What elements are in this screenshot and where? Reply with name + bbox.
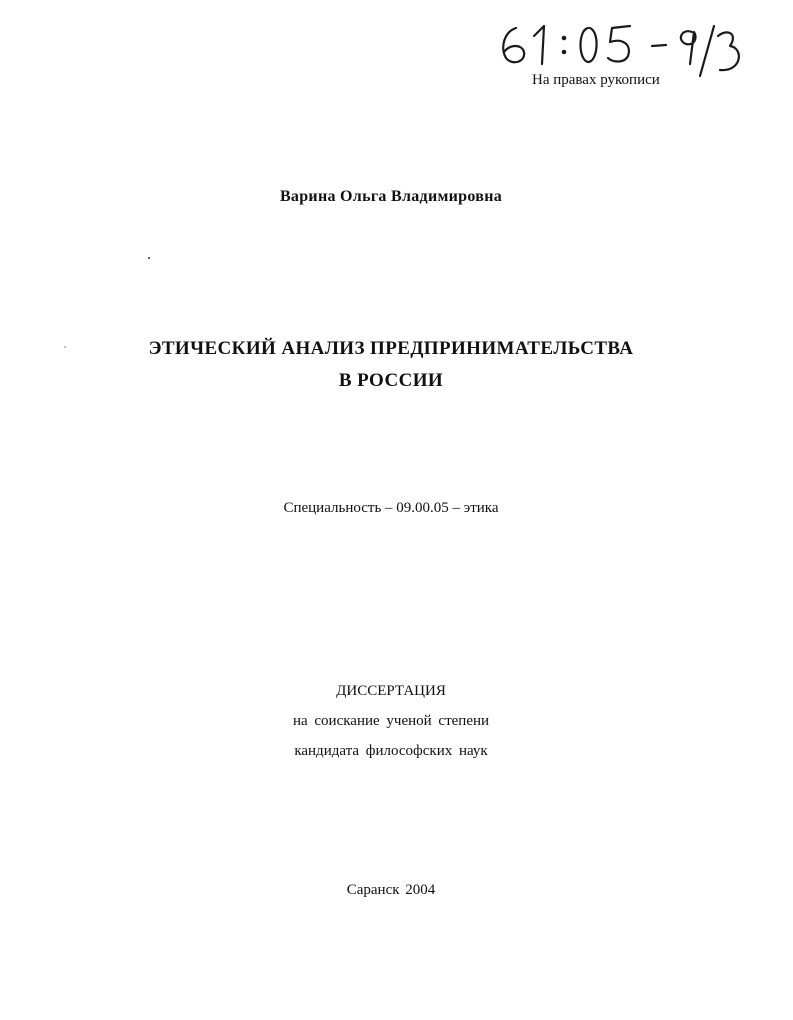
degree-line-2: кандидата философских наук <box>294 743 488 759</box>
degree-line-1: на соискание ученой степени <box>292 713 490 729</box>
author-name: Варина Ольга Владимировна <box>279 188 503 205</box>
degree-block <box>0 676 782 766</box>
dissertation-title <box>0 333 782 397</box>
place-and-year: Саранск 2004 <box>346 882 436 898</box>
degree-type: ДИССЕРТАЦИЯ <box>336 683 446 699</box>
title-line-2: В РОССИИ <box>338 370 444 391</box>
rights-note: На правах рукописи <box>532 72 660 88</box>
scan-speck <box>148 257 150 259</box>
title-line-1: ЭТИЧЕСКИЙ АНАЛИЗ ПРЕДПРИНИМАТЕЛЬСТВА <box>148 338 634 359</box>
specialty-line: Специальность – 09.00.05 – этика <box>283 500 499 516</box>
